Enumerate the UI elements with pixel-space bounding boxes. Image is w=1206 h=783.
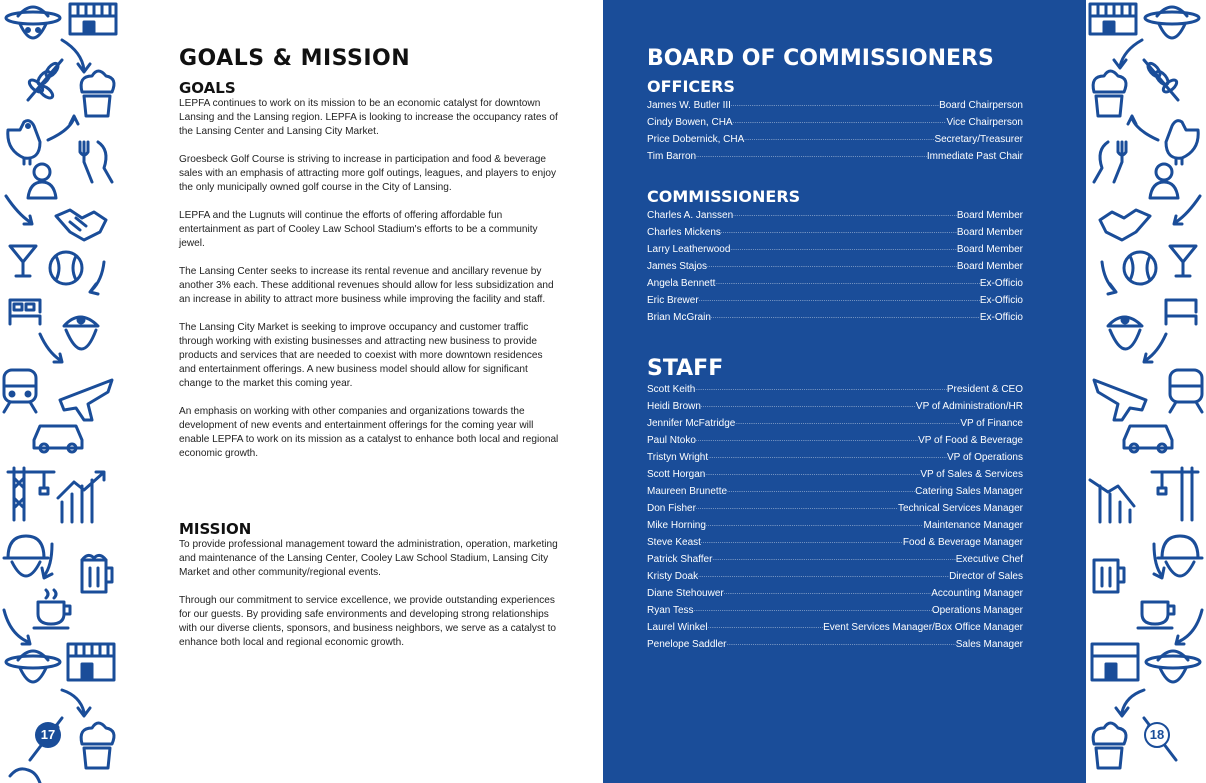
board-section	[647, 46, 1023, 653]
list-item: Don Fisher ..... Technical Services Manager	[647, 500, 1023, 517]
staff-heading: STAFF	[647, 356, 724, 381]
curved-arrow-icon	[1128, 116, 1158, 140]
baseball-icon	[1124, 252, 1156, 284]
mission-heading: MISSION	[179, 520, 252, 538]
curved-arrow-icon	[1102, 262, 1116, 294]
wheat-icon	[27, 60, 62, 100]
chef-hat-icon	[1093, 723, 1126, 768]
list-item: Ryan Tess ..... Operations Manager	[647, 602, 1023, 619]
mission-paragraph: To provide professional management toward the administration, operation, marketing and maintenance of the Lansing Center, Cooley Law School Stadium, Lansing City Market and other community/regional events.	[179, 539, 558, 578]
list-item: Jennifer McFatridge ..... VP of Finance	[647, 415, 1023, 432]
coffee-cup-icon	[34, 590, 70, 628]
page-number: 17	[35, 722, 61, 748]
cocktail-icon	[10, 246, 36, 276]
list-item: Kristy Doak ..... Director of Sales	[647, 568, 1023, 585]
airplane-icon	[60, 380, 112, 420]
list-item: Penelope Saddler ..... Sales Manager	[647, 636, 1023, 653]
chef-hat-icon	[81, 723, 114, 768]
list-item: Mike Horning ..... Maintenance Manager	[647, 517, 1023, 534]
police-cap-icon	[1108, 317, 1142, 349]
list-item: Paul Ntoko ..... VP of Food & Beverage	[647, 432, 1023, 449]
handshake-icon	[56, 210, 106, 240]
growth-chart-icon	[1090, 480, 1134, 522]
farmer-icon	[6, 7, 60, 38]
fork-knife-icon	[80, 142, 112, 182]
crane-icon	[1152, 468, 1198, 520]
chef-hat-icon	[81, 71, 114, 116]
right-page	[603, 0, 1206, 783]
commissioners-list	[647, 207, 1023, 326]
list-item: Diane Stehouwer ..... Accounting Manager	[647, 585, 1023, 602]
list-item: Scott Keith ..... President & CEO	[647, 381, 1023, 398]
goals-paragraph: Groesbeck Golf Course is striving to increase in participation and food & beverage sales with an emphasis of attracting more golf outings, leagues, and players to enjoy the only municipally owned golf course in the City of Lansing.	[179, 154, 557, 193]
list-item: Eric Brewer ..... Ex-Officio	[647, 292, 1023, 309]
list-item: Maureen Brunette ..... Catering Sales Manager	[647, 483, 1023, 500]
wheat-icon	[1144, 60, 1179, 100]
list-item: James Stajos ..... Board Member	[647, 258, 1023, 275]
chicken-icon	[8, 121, 40, 164]
chicken-icon	[10, 769, 40, 783]
mission-paragraph: Through our commitment to service excellence, we provide outstanding experiences for our guests. By providing safe environments and developing strong relationships with our diverse clients, sponsors, and business neighbors, we serve as a catalyst to enhance both local and regional economic growth.	[179, 595, 557, 648]
list-item: Tristyn Wright ..... VP of Operations	[647, 449, 1023, 466]
list-item: Cindy Bowen, CHA ..... Vice Chairperson	[647, 114, 1023, 131]
curved-arrow-icon	[1116, 690, 1144, 716]
page-title: GOALS & MISSION	[179, 46, 411, 71]
beer-mug-icon	[82, 555, 112, 592]
farmer-icon	[1146, 651, 1200, 682]
curved-arrow-icon	[90, 262, 104, 294]
list-item: Brian McGrain ..... Ex-Officio	[647, 309, 1023, 326]
officers-list	[647, 97, 1023, 165]
bed-icon	[1166, 300, 1196, 324]
farmer-icon	[1145, 7, 1199, 38]
goals-paragraph: The Lansing Center seeks to increase its rental revenue and ancillary revenue by another 3% each. These additional revenues should allow for less subsidization and an increase in ability to attract more business while improving the facility and staff.	[179, 266, 554, 305]
beer-mug-icon	[1094, 560, 1124, 592]
coffee-cup-icon	[1138, 602, 1174, 628]
list-item: Charles A. Janssen ..... Board Member	[647, 207, 1023, 224]
goals-paragraph: An emphasis on working with other companies and organizations towards the development of new events and entertainment offerings for the coming year will enable LEPFA to work on its mission as a catalyst to enhance both local and regional economic growth.	[179, 406, 559, 459]
list-item: Laurel Winkel ..... Event Services Manager/Box Office Manager	[647, 619, 1023, 636]
fork-knife-icon	[1094, 142, 1126, 182]
market-stall-icon	[1092, 644, 1138, 680]
staff-list	[647, 381, 1023, 653]
curved-arrow-icon	[1176, 610, 1202, 644]
curved-arrow-icon	[48, 116, 78, 140]
police-cap-icon	[64, 317, 98, 349]
board-title: BOARD OF COMMISSIONERS	[647, 46, 994, 71]
curved-arrow-icon	[4, 610, 30, 644]
bed-icon	[10, 300, 40, 324]
goals-heading: GOALS	[179, 79, 236, 97]
curved-arrow-icon	[1114, 40, 1142, 68]
list-item: Larry Leatherwood ..... Board Member	[647, 241, 1023, 258]
car-icon	[34, 426, 82, 452]
list-item: James W. Butler III ..... Board Chairperson	[647, 97, 1023, 114]
market-stall-icon	[68, 644, 114, 680]
list-item: Patrick Shaffer ..... Executive Chef	[647, 551, 1023, 568]
chef-hat-icon	[1093, 71, 1126, 116]
airplane-icon	[1094, 380, 1146, 420]
goals-paragraph: LEPFA continues to work on its mission to be an economic catalyst for downtown Lansing and the Lansing region. LEPFA is looking to increase the occupancy rates of the Lansing Center and Lansing City Market.	[179, 98, 558, 137]
left-icon-strip	[0, 0, 120, 783]
curved-arrow-icon	[1144, 334, 1166, 362]
list-item: Scott Horgan ..... VP of Sales & Services	[647, 466, 1023, 483]
market-stall-icon	[1090, 4, 1136, 34]
growth-chart-icon	[58, 472, 104, 522]
list-item: Price Dobernick, CHA ..... Secretary/Treasurer	[647, 131, 1023, 148]
list-item: Charles Mickens ..... Board Member	[647, 224, 1023, 241]
cocktail-icon	[1170, 246, 1196, 276]
goals-paragraph: The Lansing City Market is seeking to improve occupancy and customer traffic through working with existing businesses and attracting new business to provide products and services that are needed to coexist with more downtown residences and entertainment offerings. A new business model should allow for significant change to the market this coming year.	[179, 322, 543, 389]
commissioners-heading: COMMISSIONERS	[647, 187, 801, 206]
curved-arrow-icon	[62, 40, 90, 72]
baseball-icon	[50, 252, 82, 284]
curved-arrow-icon	[40, 334, 62, 362]
curved-arrow-icon	[6, 196, 32, 224]
page-number: 18	[1144, 722, 1170, 748]
person-icon	[28, 164, 56, 198]
list-item: Heidi Brown ..... VP of Administration/HR	[647, 398, 1023, 415]
chicken-icon	[1166, 121, 1198, 164]
market-stall-icon	[70, 4, 116, 34]
handshake-icon	[1100, 210, 1150, 240]
person-icon	[1150, 164, 1178, 198]
mission-section	[179, 520, 559, 664]
list-item: Steve Keast ..... Food & Beverage Manager	[647, 534, 1023, 551]
train-icon	[1170, 370, 1202, 412]
farmer-icon	[6, 651, 60, 682]
officers-heading: OFFICERS	[647, 77, 735, 96]
curved-arrow-icon	[62, 690, 90, 716]
goals-paragraph: LEPFA and the Lugnuts will continue the efforts of offering affordable fun entertainment as part of Cooley Law School Stadium's efforts to be a community jewel.	[179, 210, 538, 249]
goals-section	[179, 46, 559, 475]
list-item: Angela Bennett ..... Ex-Officio	[647, 275, 1023, 292]
car-icon	[1124, 426, 1172, 452]
train-icon	[4, 370, 36, 412]
list-item: Tim Barron ..... Immediate Past Chair	[647, 148, 1023, 165]
crane-icon	[8, 468, 54, 520]
right-icon-strip	[1086, 0, 1206, 783]
curved-arrow-icon	[1174, 196, 1200, 224]
